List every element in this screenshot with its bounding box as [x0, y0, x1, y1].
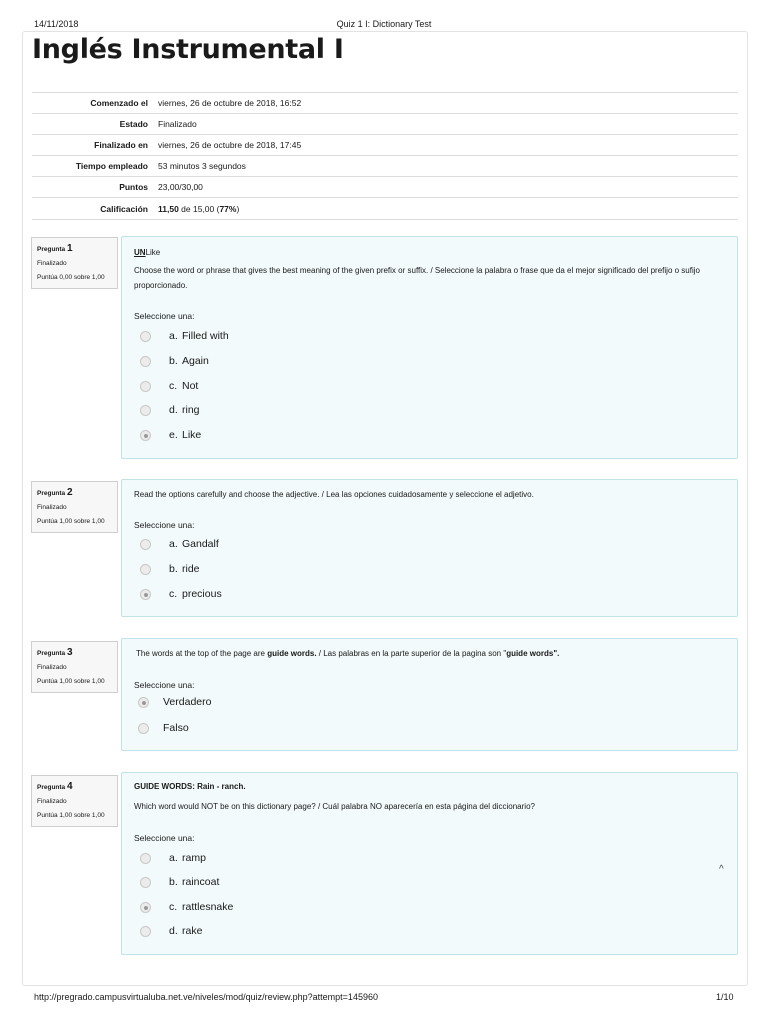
option-text: raincoat [182, 876, 220, 888]
option-text: Filled with [182, 330, 229, 342]
question-label: Pregunta [37, 650, 66, 657]
option-letter: d. [169, 404, 178, 416]
grade-percent: 77% [219, 203, 237, 214]
summary-row-finished [32, 135, 738, 156]
summary-value-grade [148, 204, 239, 214]
summary-value: 23,00/30,00 [158, 182, 203, 192]
option-letter: b. [169, 563, 178, 575]
option-text: ride [182, 563, 200, 575]
question-text: Read the options carefully and choose the adjective. / Lea las opciones cuidadosamente y seleccione el adjetivo. [134, 490, 534, 499]
question-content-3 [121, 638, 738, 751]
answer-option[interactable] [140, 355, 209, 367]
question-state: Finalizado [37, 504, 67, 511]
answer-option-selected[interactable] [140, 901, 233, 913]
question-label: Pregunta [37, 246, 66, 253]
summary-row-points [32, 177, 738, 198]
question-heading [37, 243, 112, 254]
text-bold: guide words. [267, 649, 317, 658]
text-bold: guide words [506, 649, 554, 658]
option-letter: c. [169, 380, 178, 392]
summary-row-time-taken [32, 156, 738, 177]
summary-value: viernes, 26 de octubre de 2018, 17:45 [158, 140, 302, 150]
attempt-summary-table [32, 92, 738, 220]
summary-row-state [32, 114, 738, 135]
summary-label: Calificación [100, 203, 148, 214]
chevron-up-icon[interactable]: ^ [719, 864, 724, 875]
summary-label: Comenzado el [90, 98, 148, 108]
option-letter: e. [169, 429, 178, 441]
text-part: / Las palabras en la parte superior de la pagina son " [316, 649, 507, 658]
question-label: Pregunta [37, 490, 66, 497]
question-label: Pregunta [37, 784, 66, 791]
question-state: Finalizado [37, 798, 67, 805]
print-url: http://pregrado.campusvirtualuba.net.ve/niveles/mod/quiz/review.php?attempt=145960 [34, 992, 378, 1002]
radio-button[interactable] [140, 853, 151, 864]
question-number: 3 [66, 647, 73, 658]
question-info-3 [31, 641, 118, 693]
option-text: rake [182, 925, 203, 937]
answer-option[interactable] [138, 722, 189, 734]
answer-option-selected[interactable] [140, 588, 222, 600]
option-text: Falso [163, 722, 189, 734]
option-text: ramp [182, 852, 206, 864]
summary-label: Tiempo empleado [75, 161, 148, 171]
question-grade: Puntúa 1,00 sobre 1,00 [37, 812, 105, 819]
question-text: Choose the word or phrase that gives the best meaning of the given prefix or suffix. / Seleccione la palabra o frase que da el mejor significado del prefijo o sufijo proporcionado. [134, 266, 700, 290]
summary-label: Estado [119, 119, 148, 129]
question-text [136, 646, 726, 661]
option-letter: d. [169, 925, 178, 937]
radio-button-checked[interactable] [138, 697, 149, 708]
answer-option[interactable] [140, 925, 202, 937]
question-content-4 [121, 772, 738, 955]
option-text: Not [182, 380, 199, 392]
option-letter: c. [169, 901, 178, 913]
option-letter: a. [169, 538, 178, 550]
grade-score: 11,50 [158, 203, 179, 214]
radio-button[interactable] [140, 405, 151, 416]
radio-button-checked[interactable] [140, 902, 151, 913]
grade-of-total: de 15,00 ( [178, 203, 220, 214]
question-prefix [134, 245, 724, 260]
question-heading [37, 781, 112, 792]
option-text: ring [182, 404, 200, 416]
answer-option-selected[interactable] [138, 696, 211, 708]
radio-button[interactable] [140, 564, 151, 575]
question-grade: Puntúa 1,00 sobre 1,00 [37, 678, 105, 685]
summary-value: 53 minutos 3 segundos [158, 161, 246, 171]
select-one-prompt: Seleccione una: [134, 833, 195, 843]
option-text: rattlesnake [182, 901, 234, 913]
guide-words-title: GUIDE WORDS: Rain - ranch. [134, 782, 246, 791]
option-text: Like [182, 429, 202, 441]
select-one-prompt: Seleccione una: [134, 520, 195, 530]
print-date: 14/11/2018 [34, 19, 79, 29]
option-letter: a. [169, 330, 178, 342]
answer-option-selected[interactable] [140, 429, 201, 441]
option-letter: b. [169, 355, 178, 367]
option-letter: b. [169, 876, 178, 888]
text-part: The words at the top of the page are [136, 649, 268, 658]
text-bold: ". [553, 649, 560, 658]
option-letter: a. [169, 852, 178, 864]
answer-option[interactable] [140, 330, 229, 342]
option-text: precious [182, 588, 222, 600]
summary-row-started [32, 93, 738, 114]
radio-button[interactable] [138, 723, 149, 734]
question-state: Finalizado [37, 664, 67, 671]
summary-value: viernes, 26 de octubre de 2018, 16:52 [158, 98, 302, 108]
answer-option[interactable] [140, 876, 219, 888]
select-one-prompt: Seleccione una: [134, 680, 195, 690]
course-title: Inglés Instrumental I [32, 34, 344, 65]
question-text: Which word would NOT be on this dictionary page? / Cuál palabra NO aparecería en esta página del diccionario? [134, 802, 535, 811]
summary-label: Finalizado en [94, 140, 148, 150]
question-number: 1 [66, 243, 73, 254]
select-one-prompt: Seleccione una: [134, 311, 195, 321]
radio-button[interactable] [140, 356, 151, 367]
radio-button[interactable] [140, 331, 151, 342]
radio-button[interactable] [140, 539, 151, 550]
summary-label: Puntos [119, 182, 148, 192]
question-heading [37, 647, 112, 658]
radio-button[interactable] [140, 926, 151, 937]
option-text: Again [182, 355, 209, 367]
question-content-2 [121, 479, 738, 617]
question-grade: Puntúa 0,00 sobre 1,00 [37, 274, 105, 281]
option-letter: c. [169, 588, 178, 600]
radio-button[interactable] [140, 877, 151, 888]
page-number: 1/10 [716, 992, 734, 1002]
option-text: Verdadero [163, 696, 212, 708]
question-content-1 [121, 236, 738, 459]
radio-button-checked[interactable] [140, 430, 151, 441]
radio-button-checked[interactable] [140, 589, 151, 600]
summary-value: Finalizado [158, 119, 197, 129]
radio-button[interactable] [140, 381, 151, 392]
prefix-underlined: UN [134, 248, 146, 257]
grade-close: ) [236, 203, 240, 214]
question-info-1 [31, 237, 118, 289]
summary-row-grade [32, 198, 738, 220]
option-text: Gandalf [182, 538, 219, 550]
prefix-rest: Like [145, 248, 161, 257]
print-document-title: Quiz 1 I: Dictionary Test [336, 19, 432, 29]
question-grade: Puntúa 1,00 sobre 1,00 [37, 518, 105, 525]
question-state: Finalizado [37, 260, 67, 267]
question-number: 2 [66, 487, 73, 498]
answer-option[interactable] [140, 563, 200, 575]
answer-option[interactable] [140, 380, 198, 392]
answer-option[interactable] [140, 538, 219, 550]
question-heading [37, 487, 112, 498]
question-title [134, 779, 724, 794]
answer-option[interactable] [140, 404, 200, 416]
print-header [0, 19, 768, 31]
question-info-4 [31, 775, 118, 827]
question-info-2 [31, 481, 118, 533]
question-number: 4 [66, 781, 73, 792]
answer-option[interactable] [140, 852, 206, 864]
